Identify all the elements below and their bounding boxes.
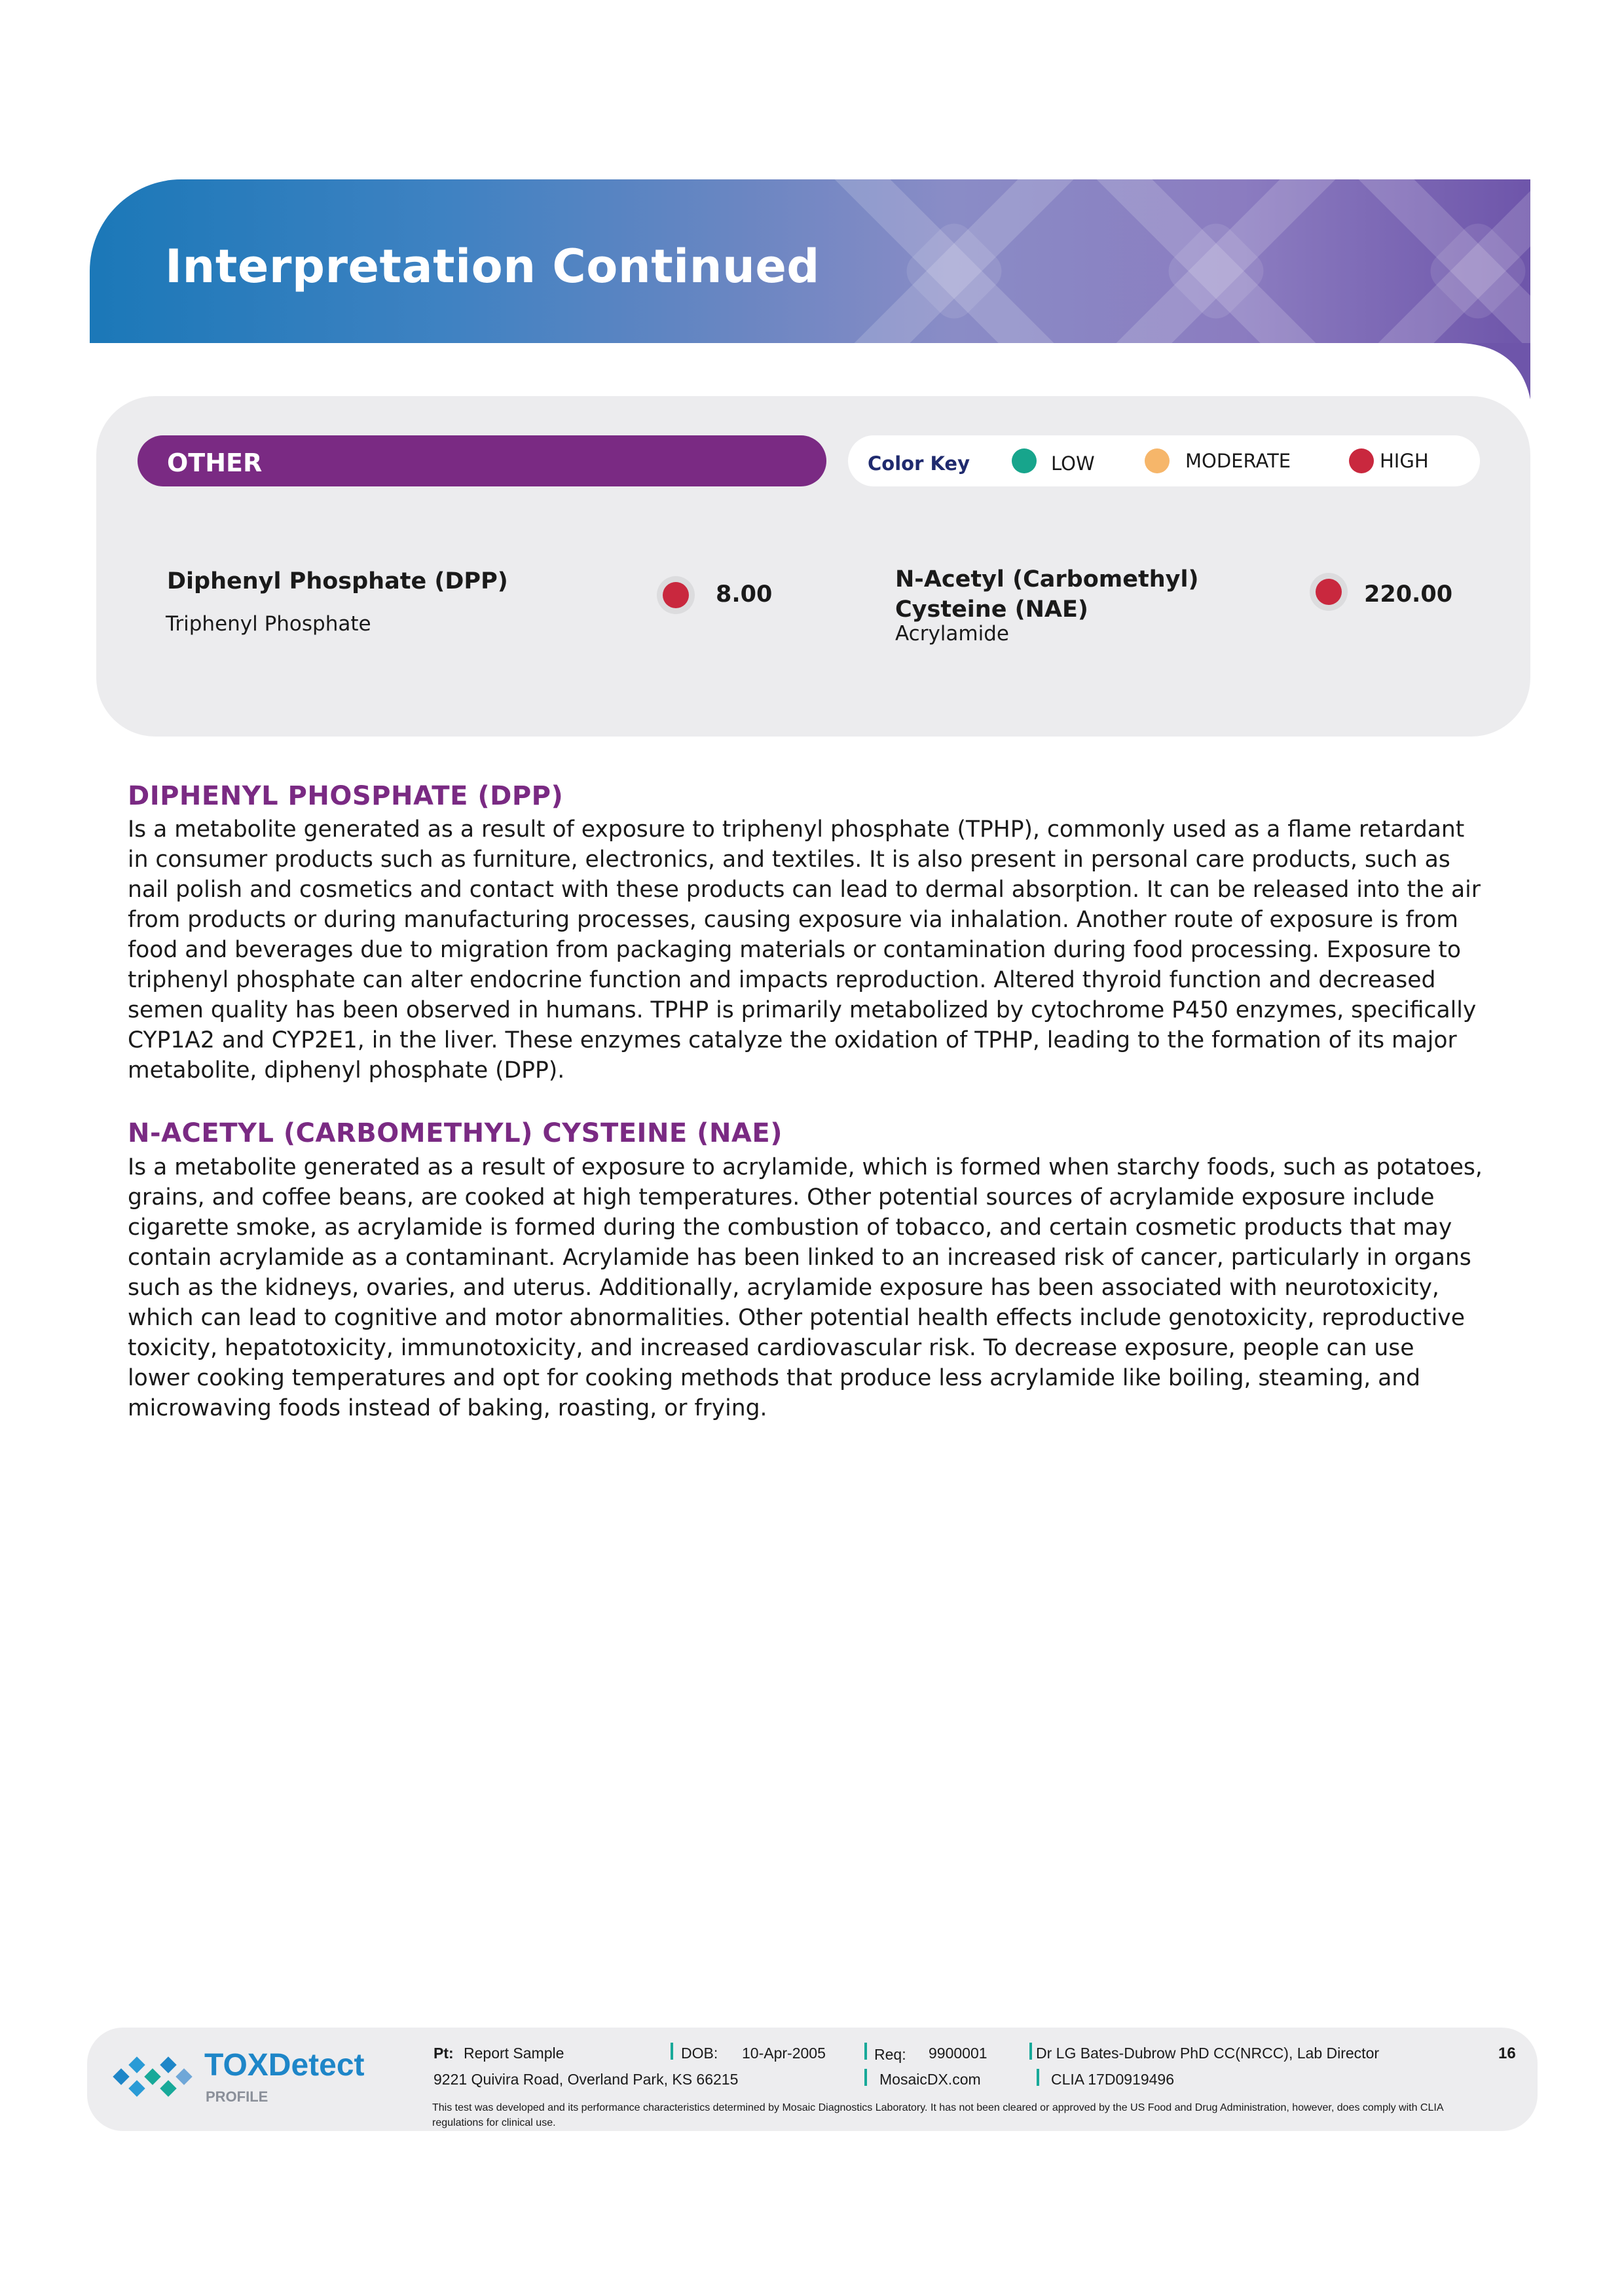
patient-value: Report Sample: [464, 2045, 564, 2062]
moderate-dot-icon: [1145, 448, 1170, 473]
footer-divider: [864, 2069, 867, 2086]
body-line: lower cooking temperatures and opt for cooking methods that produce less acrylamide like boiling, steaming, and: [128, 1365, 1421, 1391]
result-value-dpp: 8.00: [716, 581, 773, 608]
req-value: 9900001: [929, 2045, 987, 2062]
body-line: microwaving foods instead of baking, roasting, or frying.: [128, 1395, 767, 1421]
footer-divider: [671, 2043, 673, 2060]
section-heading-nae: N-ACETYL (CARBOMETHYL) CYSTEINE (NAE): [128, 1118, 783, 1148]
color-key-high: HIGH: [1380, 450, 1429, 472]
lab-website: MosaicDX.com: [879, 2071, 981, 2088]
body-line: nail polish and cosmetics and contact with these products can lead to dermal absorption. It can be released into the air: [128, 877, 1481, 903]
dob-label: DOB:: [681, 2045, 718, 2062]
body-line: toxicity, hepatotoxicity, immunotoxicity, and increased cardiovascular risk. To decrease exposure, people can use: [128, 1335, 1414, 1361]
lab-clia: CLIA 17D0919496: [1051, 2071, 1174, 2088]
section-body-nae: [128, 1152, 1509, 1423]
color-key-moderate: MODERATE: [1185, 450, 1291, 472]
body-line: such as the kidneys, ovaries, and uterus. Additionally, acrylamide exposure has been associated with neurotoxicity,: [128, 1275, 1439, 1301]
body-line: which can lead to cognitive and motor abnormalities. Other potential health effects include genotoxicity, reproductive: [128, 1305, 1465, 1331]
result-source-nae: Acrylamide: [895, 622, 1009, 646]
body-line: triphenyl phosphate can alter endocrine function and impacts reproduction. Altered thyroid function and decreased: [128, 967, 1436, 993]
color-key-low: LOW: [1051, 452, 1095, 475]
high-dot-icon: [663, 582, 689, 608]
body-line: contain acrylamide as a contaminant. Acrylamide has been linked to an increased risk of cancer, particularly in organs: [128, 1245, 1471, 1271]
footer-divider: [864, 2043, 867, 2060]
dob-value: 10-Apr-2005: [742, 2045, 826, 2062]
lab-director: Dr LG Bates-Dubrow PhD CC(NRCC), Lab Director: [1036, 2045, 1380, 2062]
section-label: OTHER: [167, 448, 263, 477]
result-level-dot-nae: [1310, 573, 1348, 611]
logo-text: TOXDetect: [204, 2048, 365, 2083]
section-pill: [138, 435, 826, 486]
color-key-title: Color Key: [868, 452, 970, 475]
body-line: Is a metabolite generated as a result of exposure to triphenyl phosphate (TPHP), commonly used as a flame retardant: [128, 816, 1465, 843]
body-line: in consumer products such as furniture, electronics, and textiles. It is also present in personal care products, such as: [128, 847, 1450, 873]
header-banner: [90, 179, 1530, 343]
body-line: cigarette smoke, as acrylamide is formed during the combustion of tobacco, and certain cosmetic products that may: [128, 1214, 1452, 1241]
result-name-nae-line1: N-Acetyl (Carbomethyl): [895, 566, 1199, 592]
body-line: metabolite, diphenyl phosphate (DPP).: [128, 1057, 565, 1084]
footer-disclaimer: This test was developed and its performance characteristics determined by Mosaic Diagnostics Laboratory. It has not been cleared or approved by the US Food and Drug Administration, however, does comply with CLIA regulations for clinical use.: [432, 2102, 1443, 2128]
body-line: Is a metabolite generated as a result of exposure to acrylamide, which is formed when starchy foods, such as potatoes,: [128, 1154, 1483, 1180]
high-dot-icon: [1349, 448, 1374, 473]
body-line: semen quality has been observed in humans. TPHP is primarily metabolized by cytochrome P450 enzymes, specifically: [128, 997, 1477, 1023]
result-level-dot-dpp: [657, 576, 695, 614]
footer-divider: [1037, 2069, 1039, 2086]
patient-label: Pt:: [434, 2045, 454, 2062]
body-line: food and beverages due to migration from packaging materials or contamination during food processing. Exposure to: [128, 937, 1462, 963]
result-source-dpp: Triphenyl Phosphate: [166, 612, 371, 636]
section-heading-dpp: DIPHENYL PHOSPHATE (DPP): [128, 781, 564, 811]
result-value-nae: 220.00: [1364, 581, 1453, 608]
result-name-dpp: Diphenyl Phosphate (DPP): [167, 568, 508, 594]
body-line: from products or during manufacturing processes, causing exposure via inhalation. Another route of exposure is from: [128, 907, 1458, 933]
low-dot-icon: [1012, 448, 1037, 473]
footer-divider: [1029, 2043, 1032, 2060]
page-title: Interpretation Continued: [165, 240, 820, 293]
body-line: grains, and coffee beans, are cooked at high temperatures. Other potential sources of acrylamide exposure include: [128, 1184, 1435, 1211]
section-body-dpp: [128, 814, 1509, 1085]
high-dot-icon: [1316, 579, 1342, 605]
logo-mark-icon: [111, 2052, 196, 2105]
lab-address: 9221 Quivira Road, Overland Park, KS 66215: [434, 2071, 739, 2088]
req-label: Req:: [874, 2046, 906, 2063]
body-line: CYP1A2 and CYP2E1, in the liver. These enzymes catalyze the oxidation of TPHP, leading to the formation of its major: [128, 1027, 1457, 1053]
result-name-nae-line2: Cysteine (NAE): [895, 596, 1088, 623]
page-number: 16: [1498, 2045, 1516, 2062]
logo-subtitle: PROFILE: [206, 2088, 268, 2105]
color-key: [848, 435, 1480, 486]
